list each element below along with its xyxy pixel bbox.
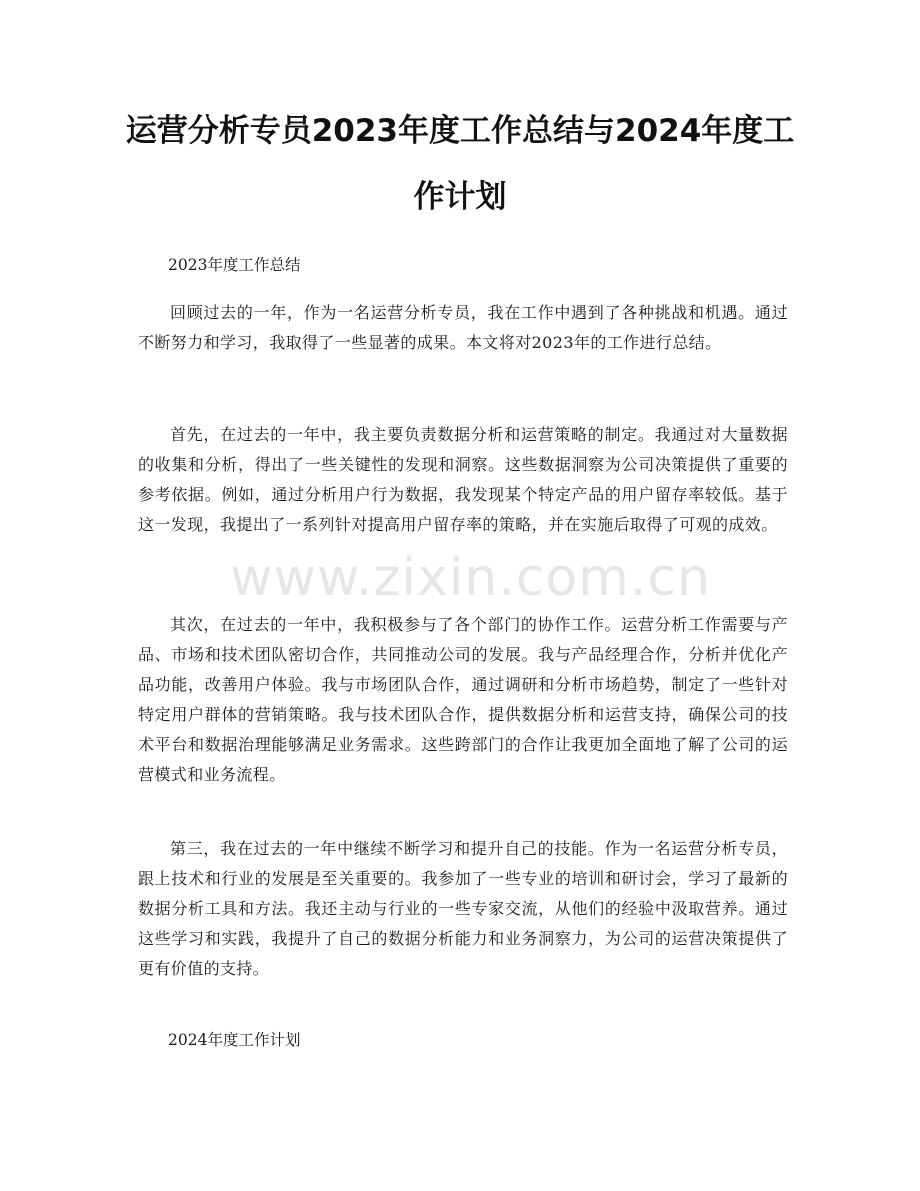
paragraph-second: 其次，在过去的一年中，我积极参与了各个部门的协作工作。运营分析工作需要与产品、市场和技术团队密切合作，共同推动公司的发展。我与产品经理合作，分析并优化产品功能，改善用户体验。我与市场团队合作，通过调研和分析市场趋势，制定了一些针对特定用户群体的营销策略。我与技术团队合作，提供数据分析和运营支持，确保公司的技术平台和数据治理能够满足业务需求。这些跨部门的合作让我更加全面地了解了公司的运营模式和业务流程。 — [138, 615, 788, 784]
paragraph-first: 首先，在过去的一年中，我主要负责数据分析和运营策略的制定。我通过对大量数据的收集和分析，得出了一些关键性的发现和洞察。这些数据洞察为公司决策提供了重要的参考依据。例如，通过分析用户行为数据，我发现某个特定产品的用户留存率较低。基于这一发现，我提出了一系列针对提高用户留存率的策略，并在实施后取得了可观的成效。 — [138, 425, 788, 534]
paragraph-third: 第三，我在过去的一年中继续不断学习和提升自己的技能。作为一名运营分析专员，跟上技术和行业的发展是至关重要的。我参加了一些专业的培训和研讨会，学习了最新的数据分析工具和方法。我还主动与行业的一些专家交流，从他们的经验中汲取营养。通过这些学习和实践，我提升了自己的数据分析能力和业务洞察力，为公司的运营决策提供了更有价值的支持。 — [138, 839, 788, 978]
section-heading-2024: 2024年度工作计划 — [168, 1031, 301, 1049]
section-heading-2023: 2023年度工作总结 — [168, 256, 301, 274]
watermark: www.zixin.com.cn — [230, 548, 711, 608]
paragraph-intro: 回顾过去的一年，作为一名运营分析专员，我在工作中遇到了各种挑战和机遇。通过不断努力和学习，我取得了一些显著的成果。本文将对2023年的工作进行总结。 — [138, 303, 788, 352]
document-title: 运营分析专员2023年度工作总结与2024年度工作计划 — [125, 113, 795, 215]
